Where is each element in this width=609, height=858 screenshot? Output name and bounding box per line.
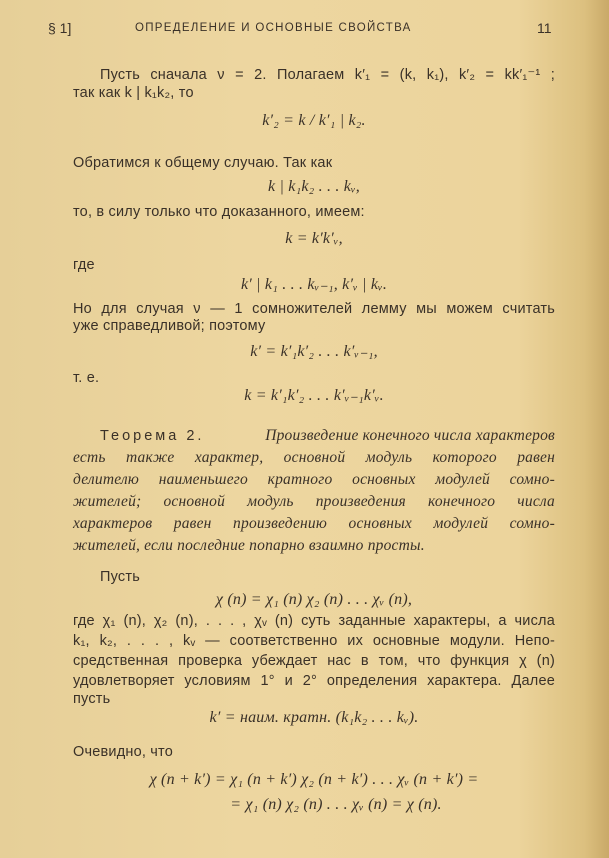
formula: k′₂ = k / k′₁ | k₂. bbox=[262, 112, 366, 129]
text-line: Обратимся к общему случаю. Так как bbox=[73, 155, 333, 171]
page-number: 11 bbox=[537, 20, 552, 36]
text-line: уже справедливой; поэтому bbox=[73, 318, 266, 334]
text-line: Очевидно, что bbox=[73, 744, 173, 760]
text-line: Но для случая ν — 1 сомножителей лемму мы можем считать bbox=[73, 301, 555, 317]
text-line: средственная проверка убеждает нас в том, что функция χ (n) bbox=[73, 653, 555, 669]
formula: k′ = наим. кратн. (k₁k₂ . . . kᵥ). bbox=[209, 709, 419, 726]
formula: k′ | k₁ . . . kᵥ₋₁, k′ᵥ | kᵥ. bbox=[240, 276, 388, 293]
theorem-line: есть также характер, основной модуль которого равен bbox=[73, 449, 555, 466]
text-line: Пусть сначала ν = 2. Полагаем k′₁ = (k, k₁), k′₂ = kk′₁⁻¹ ; bbox=[100, 67, 555, 83]
theorem-line: характеров равен произведению основных модулей сомно- bbox=[73, 515, 555, 532]
text-line: где bbox=[73, 257, 95, 273]
header-title: ОПРЕДЕЛЕНИЕ И ОСНОВНЫЕ СВОЙСТВА bbox=[135, 22, 412, 34]
text-line: k₁, k₂, . . . , kᵥ — соответственно их основные модули. Непо- bbox=[73, 633, 555, 649]
formula: k | k₁k₂ . . . kᵥ, bbox=[267, 178, 360, 195]
text-line: где χ₁ (n), χ₂ (n), . . . , χᵥ (n) суть заданные характеры, а числа bbox=[73, 613, 555, 629]
theorem-line: жителей, если последние попарно взаимно просты. bbox=[73, 537, 425, 554]
formula: k′ = k′₁k′₂ . . . k′ᵥ₋₁, bbox=[250, 343, 378, 360]
text-line: пусть bbox=[73, 691, 111, 707]
theorem-label: Теорема 2. bbox=[100, 428, 205, 444]
formula: = χ₁ (n) χ₂ (n) . . . χᵥ (n) = χ (n). bbox=[230, 796, 442, 813]
section-number: § 1] bbox=[48, 20, 72, 36]
formula: χ (n) = χ₁ (n) χ₂ (n) . . . χᵥ (n), bbox=[215, 591, 413, 608]
text-line: так как k | k₁k₂, то bbox=[73, 85, 194, 101]
formula: k = k′k′ᵥ, bbox=[285, 230, 343, 247]
text-line: удовлетворяет условиям 1° и 2° определения характера. Далее bbox=[73, 673, 555, 689]
theorem-line: делителю наименьшего кратного основных модулей сомно- bbox=[73, 471, 555, 488]
text-line: Пусть bbox=[100, 569, 140, 585]
formula: χ (n + k′) = χ₁ (n + k′) χ₂ (n + k′) . . . χᵥ (n + k′) = bbox=[149, 771, 479, 788]
text-line: то, в силу только что доказанного, имеем: bbox=[73, 204, 365, 220]
text-line: т. е. bbox=[73, 370, 100, 386]
formula: k = k′₁k′₂ . . . k′ᵥ₋₁k′ᵥ. bbox=[244, 387, 384, 404]
theorem-line: жителей; основной модуль произведения конечного числа bbox=[73, 493, 555, 510]
theorem-line: Произведение конечного числа характеров bbox=[265, 427, 555, 444]
